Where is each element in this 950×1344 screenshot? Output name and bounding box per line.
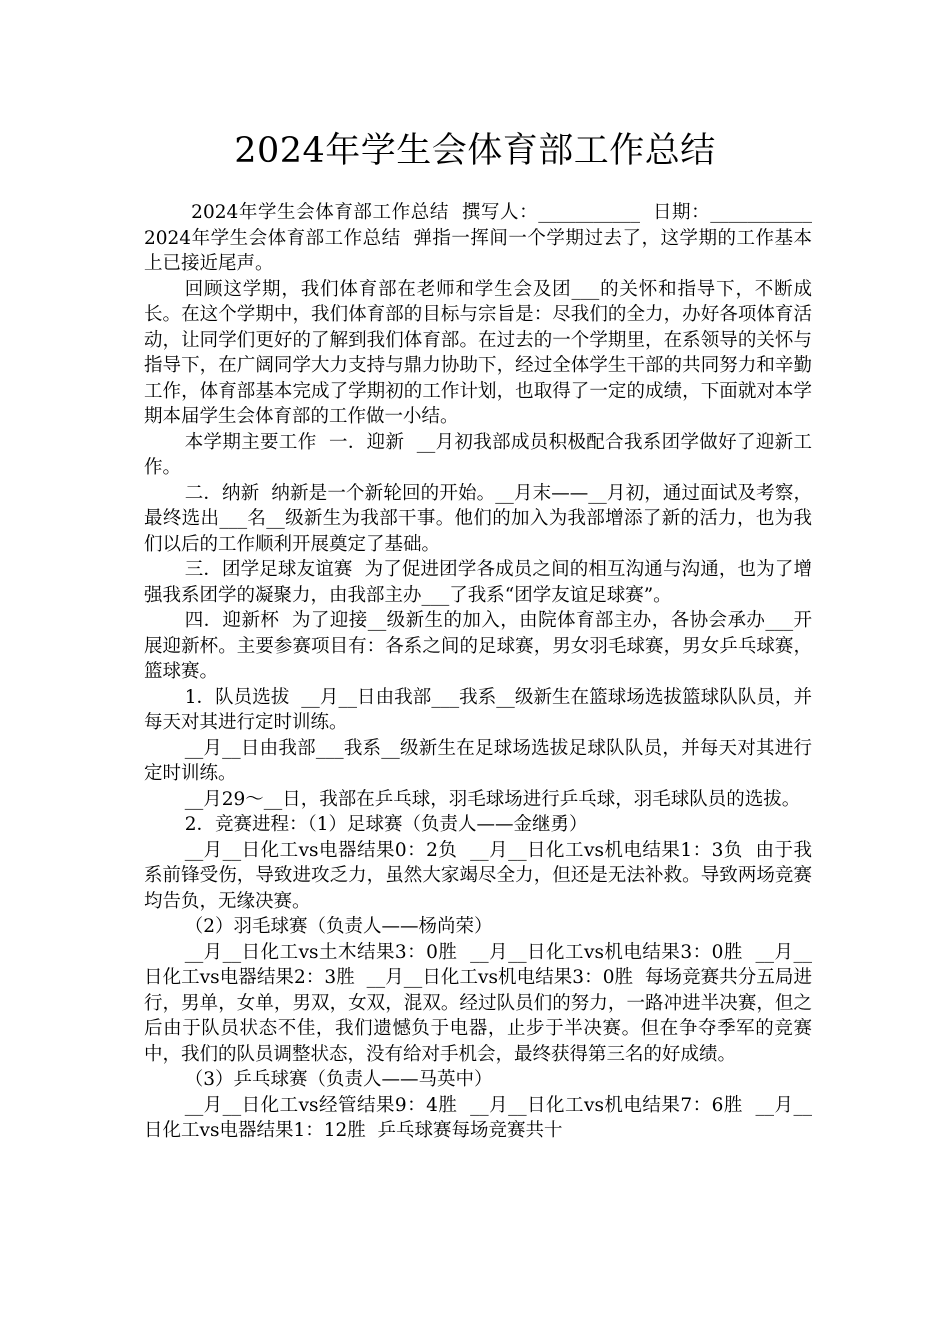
paragraph-football-selection: __月__日由我部___我系__级新生在足球场选拔足球队队员，并每天对其进行定时训练。 (144, 737, 812, 784)
paragraph-intro: 2024年学生会体育部工作总结 撰写人：___________ 日期：___________ 2024年学生会体育部工作总结 弹指一挥间一个学期过去了，这学期的工作基本上已接近尾声。 (144, 202, 824, 274)
paragraph-welcome-cup: 四．迎新杯 为了迎接__级新生的加入，由院体育部主办，各协会承办___开展迎新杯。主要参赛项目有：各系之间的足球赛，男女羽毛球赛，男女乒乓球赛，篮球赛。 (144, 610, 812, 682)
paragraph-friendly-football: 三．团学足球友谊赛 为了促进团学各成员之间的相互沟通与沟通，也为了增强我系团学的凝聚力，由我部主办___了我系“团学友谊足球赛”。 (144, 559, 812, 606)
paragraph-football-heading: 2．竞赛进程：（1）足球赛（负责人——金继勇） (184, 814, 588, 835)
paragraph-football-results: __月__日化工vs电器结果0：2负 __月__日化工vs机电结果1：3负 由于我系前锋受伤，导致进攻乏力，虽然大家竭尽全力，但还是无法补救。导致两场竞赛均告负，无缘决赛。 (144, 839, 812, 912)
paragraph-recruitment: 二．纳新 纳新是一个新轮回的开始。__月末——__月初，通过面试及考察，最终选出___名__级新生为我部干事。他们的加入为我部增添了新的活力，也为我们以后的工作顺利开展奠定了基础。 (144, 482, 812, 555)
paragraph-welcome: 本学期主要工作 一．迎新 __月初我部成员积极配合我系团学做好了迎新工作。 (144, 431, 812, 478)
paragraph-pingpong-heading: （3）乒乓球赛（负责人——马英中） (184, 1069, 493, 1090)
document-title: 2024年学生会体育部工作总结 (234, 131, 716, 171)
paragraph-basketball-selection: 1．队员选拔 __月__日由我部___我系__级新生在篮球场选拔篮球队队员，并每天对其进行定时训练。 (144, 686, 812, 733)
paragraph-review: 回顾这学期，我们体育部在老师和学生会及团___的关怀和指导下，不断成长。在这个学期中，我们体育部的目标与宗旨是：尽我们的全力，办好各项体育活动，让同学们更好的了解到我们体育部。在过去的一个学期里，在系领导的关怀与指导下，在广阔同学大力支持与鼎力协助下，经过全体学生干部的共同努力和辛勤工作，体育部基本完成了学期初的工作计划，也取得了一定的成绩，下面就对本学期本届学生会体育部的工作做一小结。 (144, 278, 812, 427)
paragraph-badminton-heading: （2）羽毛球赛（负责人——杨尚荣） (184, 916, 493, 937)
paragraph-badminton-results: __月__日化工vs土木结果3：0胜 __月__日化工vs机电结果3：0胜 __月__日化工vs电器结果2：3胜 __月__日化工vs机电结果3：0胜 每场竞赛共分五局进行，男单，女单，男双，女双，混双。经过队员们的努力，一路冲进半决赛，但之后由于队员状态不佳，我们遗憾负于电器，止步于半决赛。但在争夺季军的竞赛中，我们的队员调整状态，没有给对手机会，最终获得第三名的好成绩。 (144, 941, 812, 1065)
paragraph-pingpong-results: __月__日化工vs经管结果9：4胜 __月__日化工vs机电结果7：6胜 __月__日化工vs电器结果1：12胜 乒乓球赛每场竞赛共十 (144, 1094, 812, 1141)
paragraph-racket-selection: __月29～__日，我部在乒乓球，羽毛球场进行乒乓球，羽毛球队员的选拔。 (184, 788, 801, 810)
document-body (144, 200, 824, 1144)
